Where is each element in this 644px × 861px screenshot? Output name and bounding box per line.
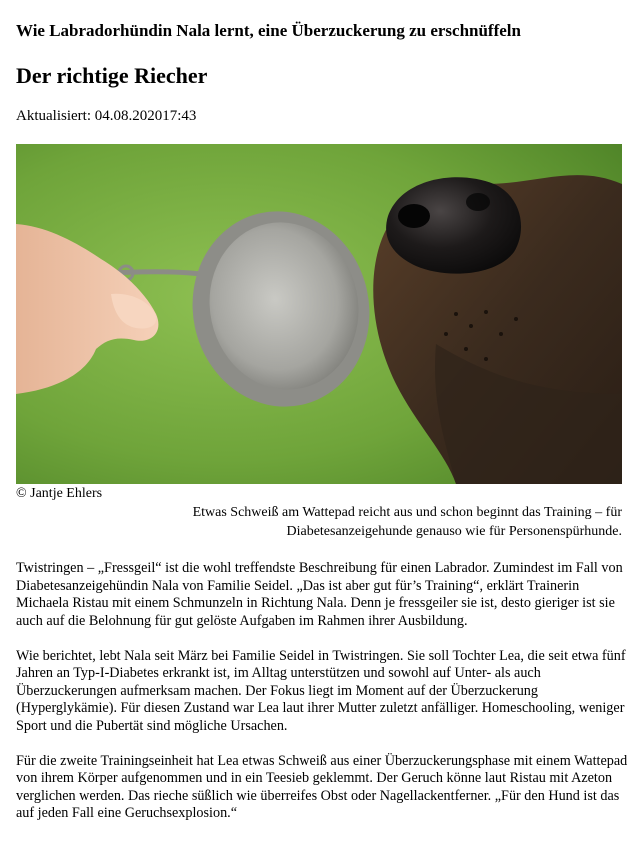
photo-credit: © Jantje Ehlers [16,486,103,501]
body-paragraph: Twistringen – „Fressgeil“ ist die wohl treffendste Beschreibung für einen Labrador. Zumindest im Fall von Diabetesanzeigehündin Nala von Familie Seidel. „Das ist aber gut für’s Training“, erklärt Trainerin Michaela Ristau mit einem Schmunzeln in Richtung Nala. Denn je fressgeiler sie ist, desto gieriger ist sie auch auf die Belohnung für gut gelöste Aufgaben im Rahmen ihrer Ausbildung. [16,560,623,629]
dog-sniffing-tea-sieve-photo [16,144,622,484]
article-photo [16,144,622,484]
article-body [16,560,628,840]
updated-timestamp: Aktualisiert: 04.08.202017:43 [16,108,197,124]
article-headline: Der richtige Riecher [16,63,208,88]
article-kicker: Wie Labradorhündin Nala lernt, eine Überzuckerung zu erschnüffeln [16,21,521,40]
body-paragraph: Für die zweite Trainingseinheit hat Lea etwas Schweiß aus einer Überzuckerungsphase mit einem Wattepad von ihrem Körper aufgenommen und in ein Teesieb geklemmt. Der Geruch könne laut Ristau mit Azeton verglichen werden. Das rieche süßlich wie überreifes Obst oder Nagellackentferner. „Für den Hund ist das auf jeden Fall eine Geruchsexplosion.“ [16,752,628,821]
photo-caption: Etwas Schweiß am Wattepad reicht aus und schon beginnt das Training – für Diabetesanzeigehunde genauso wie für Personenspürhunde. [192,505,622,539]
body-paragraph: Wie berichtet, lebt Nala seit März bei Familie Seidel in Twistringen. Sie soll Tochter Lea, die seit etwa fünf Jahren an Typ-I-Diabetes erkrankt ist, im Alltag unterstützen und sowohl auf Unter- als auch Überzuckerungen aufmerksam machen. Der Fokus liegt im Moment auf der Überzuckerung (Hyperglykämie). Für diesen Zustand war Lea laut ihrer Mutter zuletzt anfälliger. Homeschooling, weniger Sport und die Pubertät sind mögliche Ursachen. [16,647,626,734]
